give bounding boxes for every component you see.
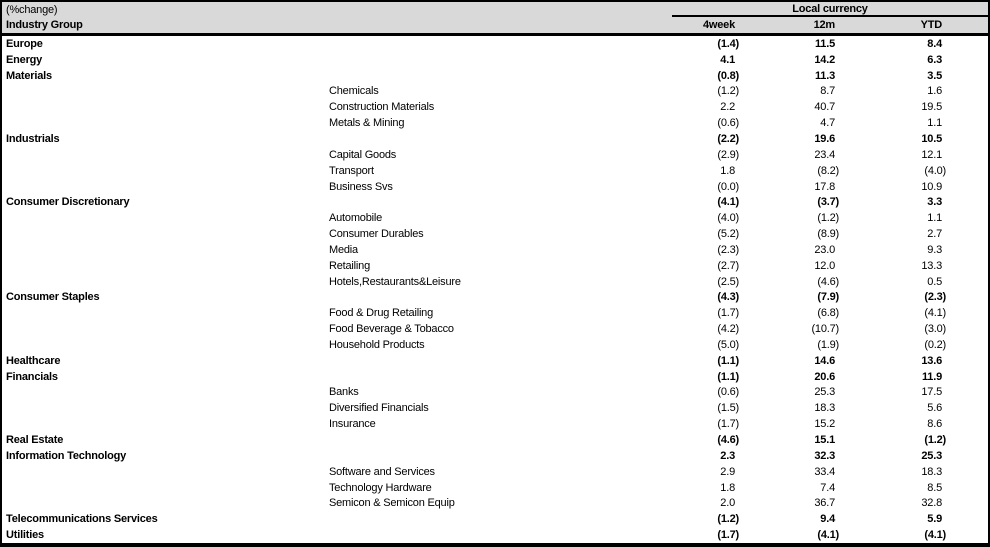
- row-right-spacer: [942, 281, 988, 282]
- value-cell: 15.1: [814, 434, 835, 447]
- table-row: [2, 115, 988, 131]
- value-cell: 25.3: [814, 386, 835, 399]
- row-right-spacer: [942, 234, 988, 235]
- row-label: Industrials: [6, 132, 60, 145]
- value-cell: 2.0: [720, 497, 735, 510]
- row-right-spacer: [942, 487, 988, 488]
- value-cell: (7.9): [817, 291, 839, 304]
- value-cell: (0.8): [717, 69, 739, 82]
- value-cell: 1.1: [927, 212, 942, 225]
- table-row: [2, 416, 988, 432]
- value-cell: (0.0): [717, 180, 739, 193]
- value-cell: (1.7): [717, 418, 739, 431]
- value-cell: (1.9): [817, 338, 839, 351]
- value-cell: 9.4: [820, 513, 835, 526]
- value-cell: (0.2): [924, 338, 946, 351]
- value-cell: 13.3: [921, 259, 942, 272]
- column-header-ytd: YTD: [920, 19, 942, 31]
- value-cell: 25.3: [921, 449, 942, 462]
- row-right-spacer: [942, 503, 988, 504]
- row-right-spacer: [942, 59, 988, 60]
- table-row: [2, 464, 988, 480]
- row-label: Business Svs: [329, 180, 393, 193]
- table-row: [2, 99, 988, 115]
- value-cell: 20.6: [814, 370, 835, 383]
- value-cell: 19.6: [814, 132, 835, 145]
- value-cell: (4.0): [717, 212, 739, 225]
- value-cell: (2.2): [717, 132, 739, 145]
- row-right-spacer: [942, 249, 988, 250]
- row-label: Metals & Mining: [329, 117, 405, 130]
- percent-change-label: (%change): [6, 3, 58, 16]
- value-cell: 3.3: [927, 196, 942, 209]
- value-cell: (5.2): [717, 228, 739, 241]
- value-cell: 15.2: [814, 418, 835, 431]
- row-label: Insurance: [329, 418, 376, 431]
- value-cell: (1.2): [717, 85, 739, 98]
- value-cell: (4.6): [717, 434, 739, 447]
- row-right-spacer: [942, 91, 988, 92]
- value-cell: 18.3: [814, 402, 835, 415]
- table-row: [2, 353, 988, 369]
- row-label: Telecommunications Services: [6, 513, 158, 526]
- value-cell: 36.7: [814, 497, 835, 510]
- value-cell: 8.4: [927, 37, 942, 50]
- value-cell: 7.4: [820, 481, 835, 494]
- row-right-spacer: [942, 519, 988, 520]
- row-right-spacer: [942, 202, 988, 203]
- table-row: [2, 147, 988, 163]
- value-cell: 18.3: [921, 465, 942, 478]
- row-label: Media: [329, 243, 358, 256]
- value-cell: (1.1): [717, 370, 739, 383]
- table-row: [2, 448, 988, 464]
- value-cell: (10.7): [811, 323, 839, 336]
- header-row-columns: [2, 17, 988, 33]
- row-right-spacer: [942, 376, 988, 377]
- value-cell: 8.7: [820, 85, 835, 98]
- value-cell: (1.7): [717, 529, 739, 542]
- row-label: Construction Materials: [329, 101, 435, 114]
- row-right-spacer: [942, 123, 988, 124]
- value-cell: (4.1): [924, 529, 946, 542]
- value-cell: (4.6): [817, 275, 839, 288]
- local-currency-label: Local currency: [792, 2, 868, 15]
- value-cell: (0.6): [717, 117, 739, 130]
- value-cell: (1.5): [717, 402, 739, 415]
- value-cell: 2.3: [720, 449, 735, 462]
- value-cell: (4.2): [717, 323, 739, 336]
- value-cell: 3.5: [927, 69, 942, 82]
- table-row: [2, 337, 988, 353]
- value-cell: (2.9): [717, 148, 739, 161]
- value-cell: 23.0: [814, 243, 835, 256]
- row-label: Diversified Financials: [329, 402, 429, 415]
- table-row: [2, 432, 988, 448]
- value-cell: (2.3): [717, 243, 739, 256]
- row-label: Healthcare: [6, 354, 61, 367]
- table-row: [2, 480, 988, 496]
- table-row: [2, 226, 988, 242]
- row-label: Automobile: [329, 212, 383, 225]
- row-label: Utilities: [6, 529, 44, 542]
- value-cell: 11.9: [921, 370, 942, 383]
- column-header-4week: 4week: [702, 19, 735, 31]
- table-row: [2, 210, 988, 226]
- value-cell: (4.1): [717, 196, 739, 209]
- value-cell: 17.8: [814, 180, 835, 193]
- row-right-spacer: [942, 392, 988, 393]
- row-right-spacer: [942, 455, 988, 456]
- table-row: [2, 495, 988, 511]
- row-right-spacer: [942, 170, 988, 171]
- row-label: Hotels,Restaurants&Leisure: [329, 275, 461, 288]
- row-right-spacer: [942, 344, 988, 345]
- value-cell: 17.5: [921, 386, 942, 399]
- row-right-spacer: [942, 360, 988, 361]
- value-cell: (2.7): [717, 259, 739, 272]
- row-right-spacer: [942, 471, 988, 472]
- row-right-spacer: [942, 440, 988, 441]
- row-label: Chemicals: [329, 85, 379, 98]
- row-label: Consumer Durables: [329, 228, 424, 241]
- value-cell: 32.3: [814, 449, 835, 462]
- value-cell: 8.5: [927, 481, 942, 494]
- table-row: [2, 194, 988, 210]
- row-right-spacer: [942, 186, 988, 187]
- value-cell: 12.1: [921, 148, 942, 161]
- row-label: Real Estate: [6, 434, 64, 447]
- row-right-spacer: [942, 265, 988, 266]
- value-cell: (1.7): [717, 307, 739, 320]
- value-cell: 11.5: [814, 37, 835, 50]
- row-right-spacer: [942, 75, 988, 76]
- value-cell: 13.6: [921, 354, 942, 367]
- row-label: Information Technology: [6, 449, 127, 462]
- table-row: [2, 163, 988, 179]
- value-cell: 4.1: [720, 53, 735, 66]
- value-cell: (4.1): [924, 307, 946, 320]
- row-label: Retailing: [329, 259, 371, 272]
- value-cell: 11.3: [814, 69, 835, 82]
- value-cell: (1.2): [924, 434, 946, 447]
- table-row: [2, 84, 988, 100]
- value-cell: 5.9: [927, 513, 942, 526]
- value-cell: 10.5: [921, 132, 942, 145]
- row-label: Food Beverage & Tobacco: [329, 323, 454, 336]
- row-label: Consumer Discretionary: [6, 196, 130, 209]
- value-cell: (2.5): [717, 275, 739, 288]
- row-label: Semicon & Semicon Equip: [329, 497, 455, 510]
- table-row: [2, 258, 988, 274]
- row-right-spacer: [942, 138, 988, 139]
- row-right-spacer: [942, 43, 988, 44]
- value-cell: 14.6: [814, 354, 835, 367]
- header-right-spacer: [942, 25, 988, 26]
- value-cell: 40.7: [814, 101, 835, 114]
- value-cell: 1.8: [720, 164, 735, 177]
- value-cell: 1.1: [927, 117, 942, 130]
- row-label: Transport: [329, 164, 374, 177]
- table-row: [2, 511, 988, 527]
- value-cell: 5.6: [927, 402, 942, 415]
- value-cell: 32.8: [921, 497, 942, 510]
- value-cell: (3.7): [817, 196, 839, 209]
- value-cell: (8.2): [817, 164, 839, 177]
- row-right-spacer: [942, 218, 988, 219]
- value-cell: (6.8): [817, 307, 839, 320]
- table-row: [2, 274, 988, 290]
- table-row: [2, 369, 988, 385]
- table-row: [2, 290, 988, 306]
- row-label: Consumer Staples: [6, 291, 100, 304]
- value-cell: 14.2: [814, 53, 835, 66]
- header-row-top: [2, 2, 988, 17]
- value-cell: 33.4: [814, 465, 835, 478]
- value-cell: 0.5: [927, 275, 942, 288]
- row-label: Banks: [329, 386, 359, 399]
- value-cell: 19.5: [921, 101, 942, 114]
- value-cell: 1.6: [927, 85, 942, 98]
- row-right-spacer: [942, 408, 988, 409]
- row-label: Energy: [6, 53, 43, 66]
- value-cell: (4.0): [924, 164, 946, 177]
- table-row: [2, 400, 988, 416]
- row-label: Software and Services: [329, 465, 435, 478]
- table-row: [2, 305, 988, 321]
- row-label: Technology Hardware: [329, 481, 432, 494]
- local-currency-group-header: [672, 2, 988, 17]
- row-label: Capital Goods: [329, 148, 397, 161]
- row-right-spacer: [942, 313, 988, 314]
- table-row: [2, 527, 988, 543]
- value-cell: (1.1): [717, 354, 739, 367]
- value-cell: (1.2): [717, 513, 739, 526]
- row-label: Materials: [6, 69, 52, 82]
- row-right-spacer: [942, 535, 988, 536]
- table-row: [2, 321, 988, 337]
- row-label: Food & Drug Retailing: [329, 307, 434, 320]
- column-header-12m: 12m: [813, 19, 835, 31]
- value-cell: (0.6): [717, 386, 739, 399]
- table-row: [2, 242, 988, 258]
- row-label: Household Products: [329, 338, 425, 351]
- value-cell: 12.0: [814, 259, 835, 272]
- value-cell: 9.3: [927, 243, 942, 256]
- table-body: [2, 36, 988, 543]
- value-cell: (8.9): [817, 228, 839, 241]
- value-cell: 2.9: [720, 465, 735, 478]
- row-label: Financials: [6, 370, 58, 383]
- row-right-spacer: [942, 154, 988, 155]
- value-cell: 6.3: [927, 53, 942, 66]
- value-cell: (4.1): [817, 529, 839, 542]
- row-right-spacer: [942, 424, 988, 425]
- row-label: Europe: [6, 37, 43, 50]
- value-cell: 4.7: [820, 117, 835, 130]
- value-cell: (1.4): [717, 37, 739, 50]
- value-cell: 1.8: [720, 481, 735, 494]
- industry-group-header: Industry Group: [6, 19, 83, 31]
- table-row: [2, 179, 988, 195]
- table-row: [2, 52, 988, 68]
- value-cell: (2.3): [924, 291, 946, 304]
- value-cell: (1.2): [817, 212, 839, 225]
- value-cell: 2.7: [927, 228, 942, 241]
- value-cell: 23.4: [814, 148, 835, 161]
- value-cell: 8.6: [927, 418, 942, 431]
- table-row: [2, 131, 988, 147]
- table-row: [2, 385, 988, 401]
- value-cell: 2.2: [720, 101, 735, 114]
- table-header: [2, 2, 988, 36]
- table-row: [2, 68, 988, 84]
- table-row: [2, 36, 988, 52]
- value-cell: (4.3): [717, 291, 739, 304]
- row-right-spacer: [942, 297, 988, 298]
- row-right-spacer: [942, 329, 988, 330]
- value-cell: (3.0): [924, 323, 946, 336]
- row-right-spacer: [942, 107, 988, 108]
- value-cell: 10.9: [921, 180, 942, 193]
- value-cell: (5.0): [717, 338, 739, 351]
